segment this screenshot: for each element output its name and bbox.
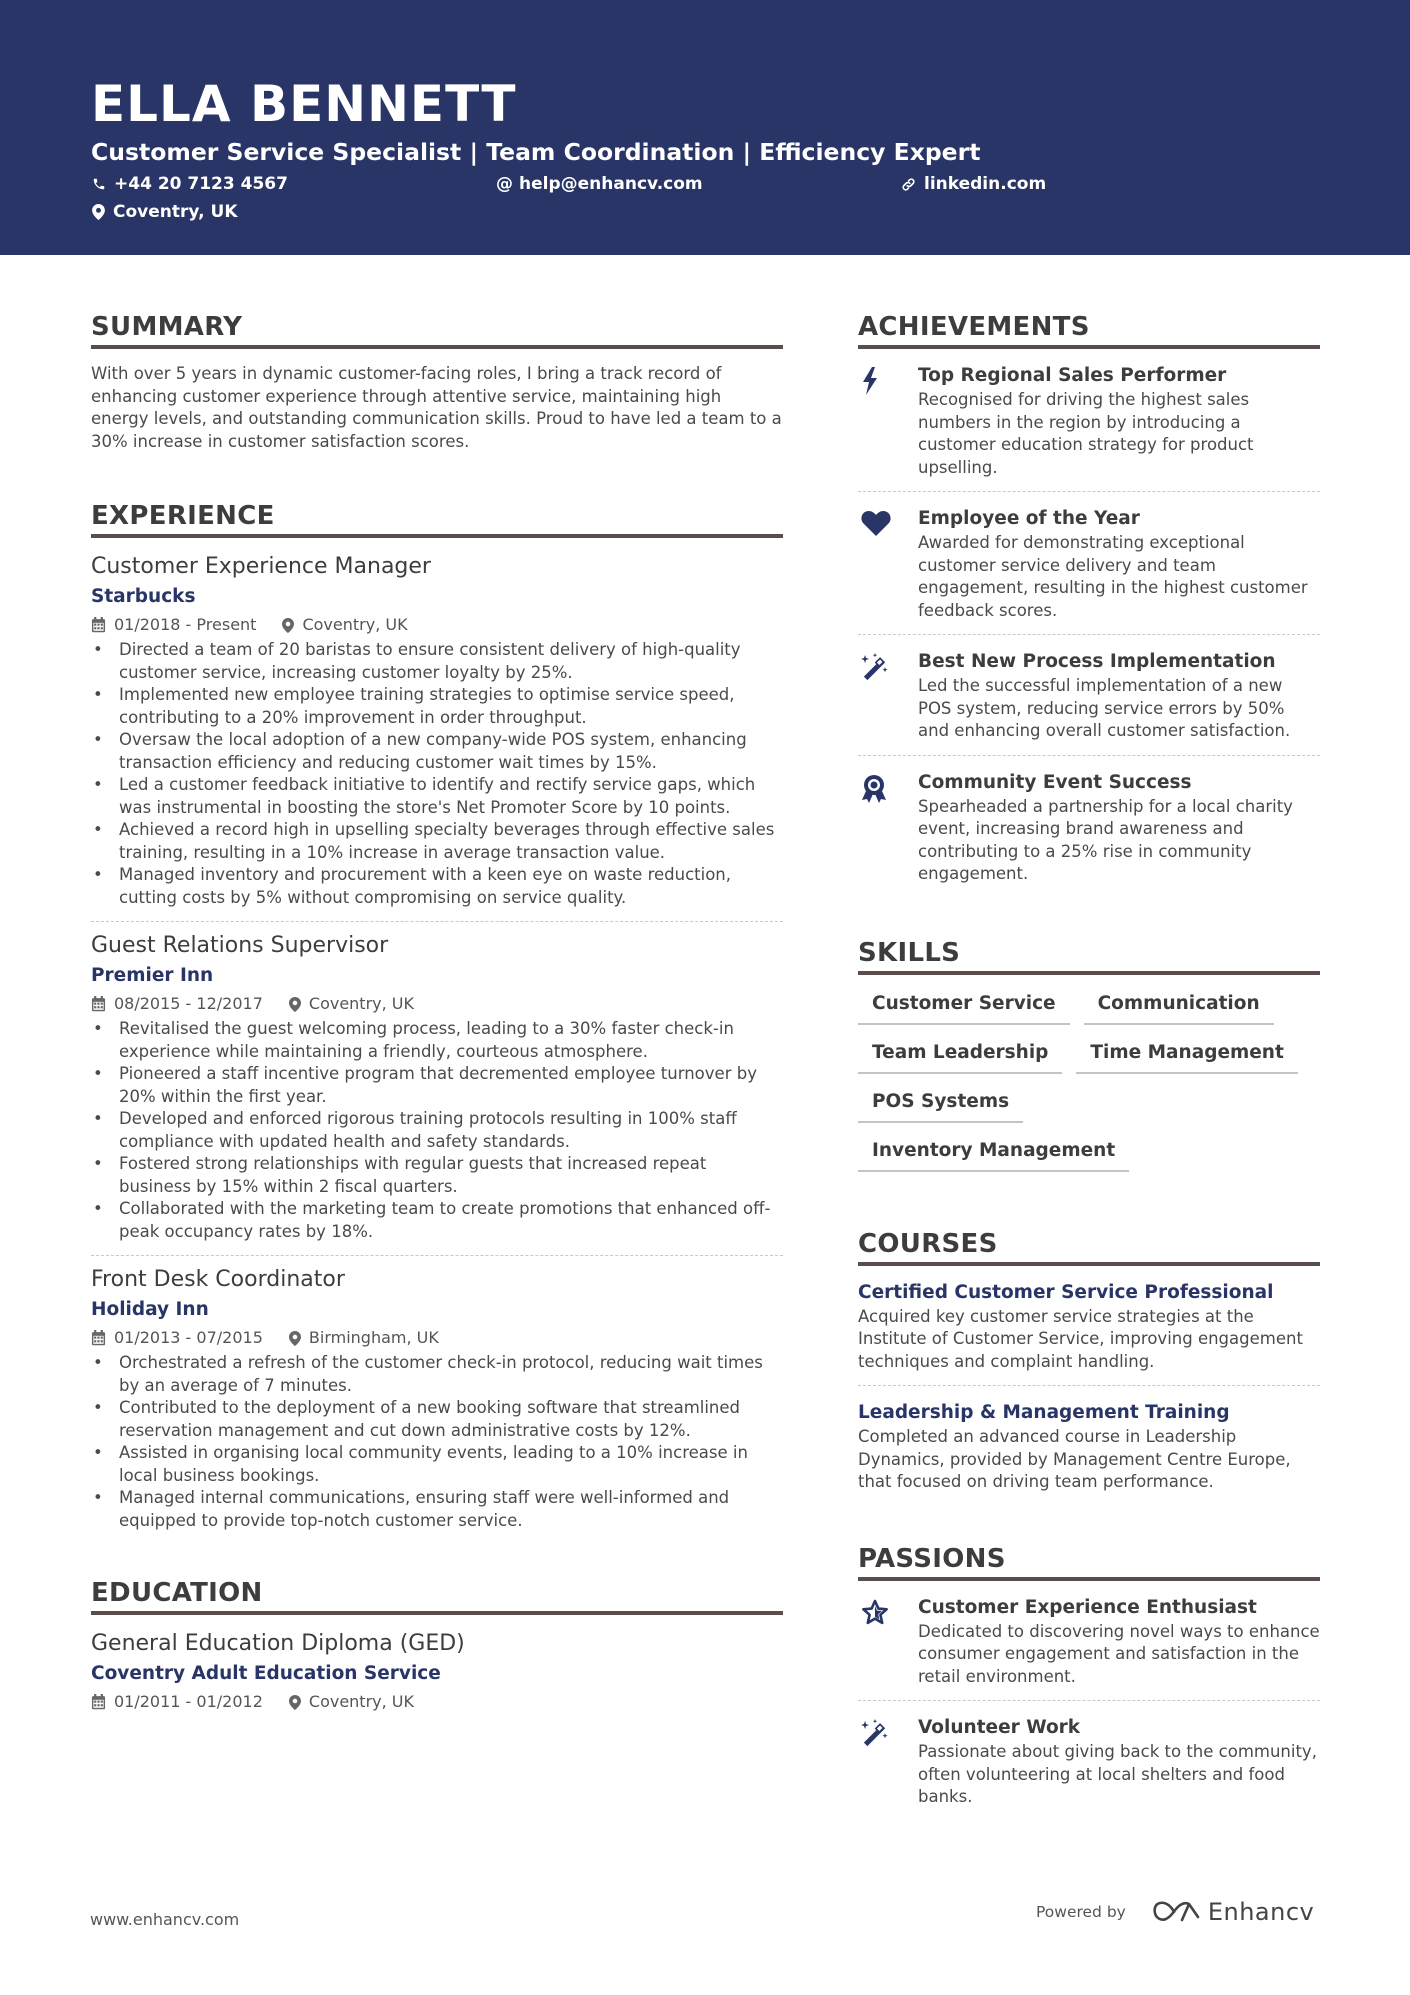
- summary-heading: SUMMARY: [91, 310, 783, 349]
- course-item: [858, 1280, 1320, 1374]
- achievement-title: Best New Process Implementation: [918, 651, 1276, 672]
- linkedin-url[interactable]: linkedin.com: [924, 174, 1047, 194]
- headline: Customer Service Specialist | Team Coordination | Efficiency Expert: [91, 138, 981, 166]
- map-pin-icon: [289, 1331, 301, 1346]
- course-item: [858, 1400, 1320, 1494]
- skills-list: [858, 991, 1320, 1187]
- job-location: Coventry, UK: [302, 615, 408, 634]
- bullet-item: • Oversaw the local adoption of a new company-wide POS system, enhancing transaction efficiency and reducing customer wait times by 15%.: [91, 729, 783, 774]
- job-bullets: [91, 1352, 783, 1532]
- candidate-name: ELLA BENNETT: [91, 75, 517, 133]
- bullet-item: • Contributed to the deployment of a new booking software that streamlined reservation management and cut down administrative costs by 12%.: [91, 1397, 783, 1442]
- achievement-text: Awarded for demonstrating exceptional customer service delivery and team engagement, resulting in the highest customer feedback scores.: [918, 533, 1308, 620]
- course-text: Acquired key customer service strategies at the Institute of Customer Service, improving engagement techniques and complaint handling.: [858, 1306, 1303, 1371]
- job-title: Guest Relations Supervisor: [91, 933, 389, 958]
- email-contact[interactable]: [496, 173, 703, 195]
- enhancv-logo-icon: [1152, 1899, 1200, 1925]
- passion-title: Volunteer Work: [918, 1717, 1081, 1738]
- achievement-text: Led the successful implementation of a new POS system, reducing service errors by 50% and enhancing overall customer satisfaction.: [918, 676, 1291, 740]
- powered-by-label: Powered by: [1036, 1903, 1126, 1921]
- education-location: Coventry, UK: [308, 1692, 414, 1711]
- job-dates: 01/2018 - Present: [114, 615, 257, 634]
- map-pin-icon: [282, 618, 294, 633]
- job-dates: 08/2015 - 12/2017: [114, 994, 263, 1013]
- phone-icon: [92, 177, 106, 191]
- footer-website[interactable]: www.enhancv.com: [90, 1910, 240, 1929]
- job-meta: [91, 1327, 783, 1349]
- job-bullets: [91, 639, 783, 909]
- achievement-text: Recognised for driving the highest sales numbers in the region by introducing a customer education strategy for product upselling.: [918, 390, 1254, 477]
- skill-tag: Time Management: [1076, 1040, 1297, 1074]
- achievement-title: Community Event Success: [918, 771, 1192, 793]
- bullet-item: • Implemented new employee training strategies to optimise service speed, contributing to a 20% improvement in order throughput.: [91, 684, 783, 729]
- company-name: Premier Inn: [91, 965, 214, 986]
- achievements-section: [858, 310, 1320, 886]
- linkedin-contact[interactable]: [901, 173, 1046, 195]
- achievements-heading: ACHIEVEMENTS: [858, 310, 1320, 349]
- achievement-text: Spearheaded a partnership for a local charity event, increasing brand awareness and contributing to a 25% rise in community engagement.: [918, 796, 1293, 883]
- achievement-item: [858, 770, 1320, 886]
- school-name: Coventry Adult Education Service: [91, 1663, 441, 1684]
- entry-divider: [91, 921, 783, 922]
- lightning-bolt-icon: [861, 367, 879, 395]
- course-title: Leadership & Management Training: [858, 1402, 1230, 1423]
- job-title: Customer Experience Manager: [91, 554, 431, 579]
- job-title: Front Desk Coordinator: [91, 1267, 345, 1292]
- passion-item: [858, 1715, 1320, 1809]
- brand-name: Enhancv: [1207, 1898, 1315, 1926]
- education-section: [91, 1576, 783, 1713]
- job-meta: [91, 614, 783, 636]
- job-bullets: [91, 1018, 783, 1243]
- summary-section: [91, 310, 783, 453]
- at-sign-icon: @: [496, 174, 513, 194]
- passion-text: Dedicated to discovering novel ways to enhance consumer engagement and satisfaction in the retail environment.: [918, 1621, 1320, 1686]
- course-title: Certified Customer Service Professional: [858, 1281, 1274, 1303]
- achievement-item: [858, 363, 1320, 479]
- achievement-title: Employee of the Year: [918, 508, 1140, 529]
- passion-title: Customer Experience Enthusiast: [918, 1596, 1257, 1618]
- calendar-icon: [91, 1330, 106, 1346]
- passions-heading: PASSIONS: [858, 1542, 1320, 1581]
- map-pin-icon: [92, 204, 105, 220]
- item-divider: [858, 755, 1320, 756]
- item-divider: [858, 1385, 1320, 1386]
- skill-tag: Communication: [1084, 991, 1274, 1025]
- skill-tag: POS Systems: [858, 1089, 1023, 1123]
- bullet-item: • Managed internal communications, ensuring staff were well-informed and equipped to provide top-notch customer service.: [91, 1487, 783, 1532]
- skill-tag: Inventory Management: [858, 1138, 1129, 1172]
- experience-heading: EXPERIENCE: [91, 499, 783, 538]
- bullet-item: • Pioneered a staff incentive program that decremented employee turnover by 20% within the first year.: [91, 1063, 783, 1108]
- bullet-item: • Led a customer feedback initiative to identify and rectify service gaps, which was instrumental in boosting the store's Net Promoter Score by 10 points.: [91, 774, 783, 819]
- bullet-item: • Revitalised the guest welcoming process, leading to a 30% faster check-in experience while maintaining a friendly, courteous atmosphere.: [91, 1018, 783, 1063]
- magic-wand-icon: [861, 1719, 889, 1747]
- bullet-item: • Fostered strong relationships with regular guests that increased repeat business by 15% within 2 fiscal quarters.: [91, 1153, 783, 1198]
- phone-number: +44 20 7123 4567: [114, 174, 288, 194]
- location-contact: [92, 201, 238, 223]
- phone-contact: [92, 173, 288, 195]
- bullet-item: • Orchestrated a refresh of the customer check-in protocol, reducing wait times by an average of 7 minutes.: [91, 1352, 783, 1397]
- item-divider: [858, 634, 1320, 635]
- experience-entry: [91, 552, 783, 909]
- education-dates: 01/2011 - 01/2012: [114, 1692, 263, 1711]
- passion-text: Passionate about giving back to the community, often volunteering at local shelters and food banks.: [918, 1742, 1317, 1806]
- right-column: [858, 310, 1320, 1809]
- experience-entry: [91, 931, 783, 1243]
- courses-heading: COURSES: [858, 1227, 1320, 1266]
- award-medal-icon: [861, 774, 887, 804]
- item-divider: [858, 1700, 1320, 1701]
- job-location: Coventry, UK: [308, 994, 414, 1013]
- map-pin-icon: [289, 1695, 301, 1710]
- skills-heading: SKILLS: [858, 936, 1320, 975]
- courses-section: [858, 1227, 1320, 1494]
- company-name: Holiday Inn: [91, 1299, 209, 1320]
- bullet-item: • Achieved a record high in upselling specialty beverages through effective sales training, resulting in a 10% increase in average transaction value.: [91, 819, 783, 864]
- calendar-icon: [91, 1694, 106, 1710]
- experience-entry: [91, 1265, 783, 1532]
- achievement-item: [858, 506, 1320, 622]
- passions-section: [858, 1542, 1320, 1809]
- skills-section: [858, 936, 1320, 1187]
- degree-title: General Education Diploma (GED): [91, 1631, 465, 1656]
- calendar-icon: [91, 996, 106, 1012]
- location-text: Coventry, UK: [113, 202, 238, 222]
- education-heading: EDUCATION: [91, 1576, 783, 1615]
- bullet-item: • Collaborated with the marketing team to create promotions that enhanced off-peak occupancy rates by 18%.: [91, 1198, 783, 1243]
- magic-wand-icon: [861, 653, 889, 681]
- bullet-item: • Managed inventory and procurement with a keen eye on waste reduction, cutting costs by 5% without compromising on service quality.: [91, 864, 783, 909]
- star-icon: [861, 1599, 889, 1626]
- bullet-item: • Developed and enforced rigorous training protocols resulting in 100% staff compliance with updated health and safety standards.: [91, 1108, 783, 1153]
- education-meta: [91, 1691, 783, 1713]
- left-column: [91, 310, 783, 1716]
- summary-text: With over 5 years in dynamic customer-facing roles, I bring a track record of enhancing customer experience through attentive service, maintaining high energy levels, and outstanding communication skills. Proud to have led a team to a 30% increase in customer satisfaction scores.: [91, 364, 782, 451]
- resume-header: [0, 0, 1410, 255]
- email-address[interactable]: help@enhancv.com: [519, 174, 703, 194]
- experience-section: [91, 499, 783, 1532]
- bullet-item: • Assisted in organising local community events, leading to a 10% increase in local business bookings.: [91, 1442, 783, 1487]
- course-text: Completed an advanced course in Leadership Dynamics, provided by Management Centre Europe, that focused on driving team performance.: [858, 1427, 1291, 1491]
- heart-icon: [861, 510, 891, 536]
- skill-tag: Customer Service: [858, 991, 1070, 1025]
- achievement-item: [858, 649, 1320, 743]
- job-meta: [91, 993, 783, 1015]
- map-pin-icon: [289, 997, 301, 1012]
- achievement-title: Top Regional Sales Performer: [918, 365, 1227, 386]
- job-dates: 01/2013 - 07/2015: [114, 1328, 263, 1347]
- bullet-item: • Directed a team of 20 baristas to ensure consistent delivery of high-quality customer service, increasing customer loyalty by 25%.: [91, 639, 783, 684]
- link-icon: [901, 177, 916, 192]
- footer-branding: [1036, 1898, 1314, 1926]
- calendar-icon: [91, 617, 106, 633]
- job-location: Birmingham, UK: [308, 1328, 439, 1347]
- item-divider: [858, 491, 1320, 492]
- passion-item: [858, 1595, 1320, 1689]
- entry-divider: [91, 1255, 783, 1256]
- company-name: Starbucks: [91, 586, 196, 607]
- skill-tag: Team Leadership: [858, 1040, 1062, 1074]
